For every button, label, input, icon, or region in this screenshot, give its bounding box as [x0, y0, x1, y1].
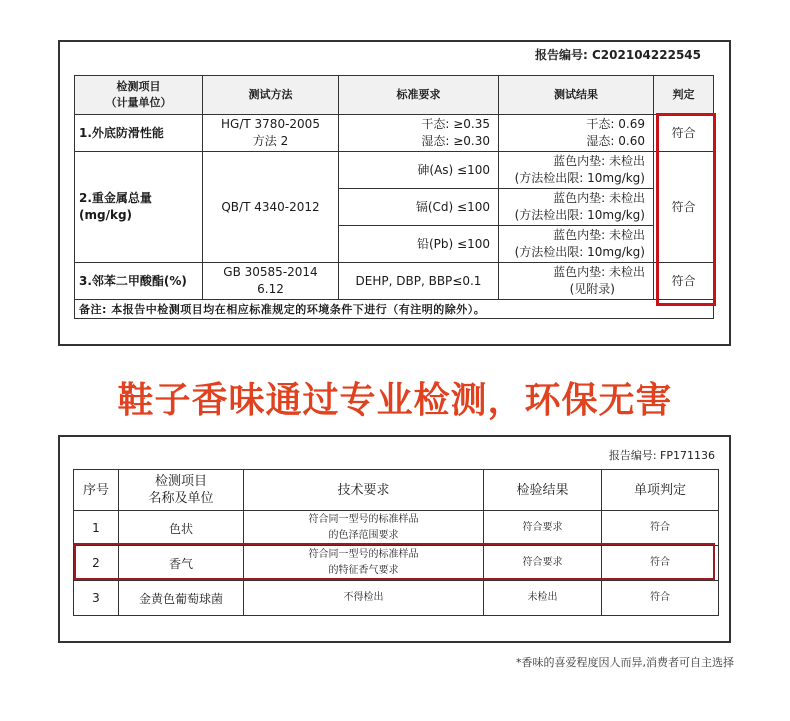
result-line: 蓝色内垫: 未检出: [553, 228, 645, 242]
row-requirement: DEHP, DBP, BBP≤0.1: [339, 263, 499, 300]
row-seq: 3: [74, 581, 119, 616]
row-item: 色状: [119, 511, 244, 546]
row-requirement: 砷(As) ≤100: [339, 152, 499, 189]
table-row: [75, 263, 714, 300]
header-seq: 序号: [74, 470, 119, 511]
test-results-table: [74, 75, 714, 319]
result-line: (见附录): [569, 282, 615, 296]
header-tech: 技术要求: [244, 470, 484, 511]
result-line: (方法检出限: 10mg/kg): [514, 171, 645, 185]
row-tech: 不得检出: [244, 581, 484, 616]
header-test-item: [75, 76, 203, 115]
report-number: 报告编号: C202104222545: [535, 48, 701, 62]
row-result: [499, 189, 654, 226]
table-row: [74, 511, 719, 546]
row-item: 香气: [119, 546, 244, 581]
header-item-line: 名称及单位: [148, 491, 214, 506]
report-number: 报告编号: FP171136: [608, 449, 715, 462]
verdict-highlight-box: [656, 113, 716, 306]
footnote: *香味的喜爱程度因人而异,消费者可自主选择: [516, 656, 734, 669]
row-item: 3.邻苯二甲酸酯(%): [75, 263, 203, 300]
row-requirement: [339, 115, 499, 152]
row-method: [203, 115, 339, 152]
test-report-1: [58, 40, 731, 346]
row-result: [499, 152, 654, 189]
row-item: 金黄色葡萄球菌: [119, 581, 244, 616]
header-test-item-label: 检测项目: [116, 80, 161, 93]
header-verdict: 单项判定: [602, 470, 719, 511]
row-verdict: 符合: [602, 511, 719, 546]
header-standard: 标准要求: [339, 76, 499, 115]
header-verdict: 判定: [654, 76, 714, 115]
tech-line: 的特征香气要求: [328, 565, 399, 576]
row-method: [203, 263, 339, 300]
report-note: 备注: 本报告中检测项目均在相应标准规定的环境条件下进行（有注明的除外）。: [75, 300, 714, 319]
row-verdict: 符合: [654, 115, 714, 152]
note-row: [75, 300, 714, 319]
header-unit-label: （计量单位）: [105, 96, 172, 109]
row-seq: 2: [74, 546, 119, 581]
header-item-line: 检测项目: [154, 474, 207, 489]
row-requirement: 铅(Pb) ≤100: [339, 226, 499, 263]
header-result: 检验结果: [484, 470, 602, 511]
table-row: [75, 115, 714, 152]
row-verdict: 符合: [602, 546, 719, 581]
table-row: [75, 152, 714, 189]
row-verdict: 符合: [654, 152, 714, 263]
result-line: 蓝色内垫: 未检出: [553, 265, 645, 279]
row-item: 2.重金属总量(mg/kg): [75, 152, 203, 263]
requirement-line: 湿态: ≥0.30: [421, 134, 490, 148]
table-row: [74, 581, 719, 616]
result-line: (方法检出限: 10mg/kg): [514, 245, 645, 259]
header-result: 测试结果: [499, 76, 654, 115]
method-line: 方法 2: [252, 134, 289, 148]
result-line: 干态: 0.69: [586, 117, 645, 131]
method-line: 6.12: [257, 282, 284, 296]
table-header-row: [74, 470, 719, 511]
header-item: [119, 470, 244, 511]
aroma-row-highlight-box: [74, 543, 715, 580]
row-result: 符合要求: [484, 546, 602, 581]
row-method: QB/T 4340-2012: [203, 152, 339, 263]
table-header-row: [75, 76, 714, 115]
tech-line: 符合同一型号的标准样品: [308, 549, 419, 560]
row-seq: 1: [74, 511, 119, 546]
result-line: 蓝色内垫: 未检出: [553, 154, 645, 168]
row-result: 符合要求: [484, 511, 602, 546]
method-line: GB 30585-2014: [223, 265, 318, 279]
row-verdict: 符合: [602, 581, 719, 616]
requirement-line: 干态: ≥0.35: [421, 117, 490, 131]
tech-line: 的色泽范围要求: [328, 530, 399, 541]
headline: 鞋子香味通过专业检测，环保无害: [117, 380, 673, 421]
row-result: [499, 263, 654, 300]
result-line: 蓝色内垫: 未检出: [553, 191, 645, 205]
row-result: 未检出: [484, 581, 602, 616]
result-line: (方法检出限: 10mg/kg): [514, 208, 645, 222]
row-item: 1.外底防滑性能: [75, 115, 203, 152]
method-line: HG/T 3780-2005: [221, 117, 320, 131]
result-line: 湿态: 0.60: [586, 134, 645, 148]
header-test-method: 测试方法: [203, 76, 339, 115]
test-report-2: [58, 435, 731, 643]
row-result: [499, 226, 654, 263]
row-tech: [244, 511, 484, 546]
row-result: [499, 115, 654, 152]
tech-line: 符合同一型号的标准样品: [308, 514, 419, 525]
row-verdict: 符合: [654, 263, 714, 300]
row-requirement: 镉(Cd) ≤100: [339, 189, 499, 226]
